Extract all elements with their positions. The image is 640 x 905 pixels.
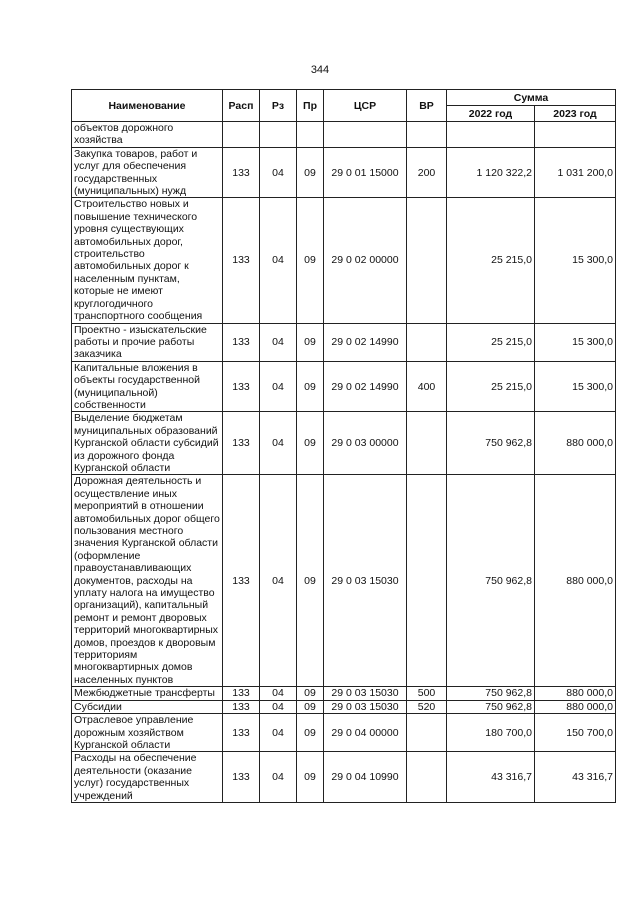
row-pr: 09 — [297, 700, 324, 713]
row-vr — [407, 122, 447, 148]
row-rasp: 133 — [223, 361, 260, 412]
row-rasp: 133 — [223, 700, 260, 713]
page-number: 344 — [310, 64, 330, 76]
row-csr: 29 0 02 14990 — [324, 323, 407, 361]
row-sum-2023: 15 300,0 — [535, 323, 616, 361]
table-row — [72, 122, 616, 148]
row-rasp — [223, 122, 260, 148]
row-csr: 29 0 03 15030 — [324, 475, 407, 687]
budget-table — [71, 89, 616, 803]
row-rasp: 133 — [223, 687, 260, 700]
row-name: Отраслевое управление дорожным хозяйством Курганской области — [72, 714, 223, 752]
row-pr: 09 — [297, 412, 324, 475]
row-rasp: 133 — [223, 147, 260, 198]
table-body — [72, 122, 616, 803]
row-pr — [297, 122, 324, 148]
row-rz: 04 — [260, 361, 297, 412]
row-sum-2023: 1 031 200,0 — [535, 147, 616, 198]
header-sum: Сумма — [447, 90, 616, 106]
row-pr: 09 — [297, 475, 324, 687]
row-name: Закупка товаров, работ и услуг для обеспечения государственных (муниципальных) нужд — [72, 147, 223, 198]
table-row — [72, 714, 616, 752]
table-row — [72, 700, 616, 713]
row-sum-2022: 750 962,8 — [447, 687, 535, 700]
row-vr: 520 — [407, 700, 447, 713]
row-rz: 04 — [260, 714, 297, 752]
row-rz — [260, 122, 297, 148]
row-vr — [407, 198, 447, 323]
row-sum-2023: 150 700,0 — [535, 714, 616, 752]
row-pr: 09 — [297, 147, 324, 198]
row-csr: 29 0 01 15000 — [324, 147, 407, 198]
table-row — [72, 412, 616, 475]
row-pr: 09 — [297, 687, 324, 700]
row-sum-2022: 180 700,0 — [447, 714, 535, 752]
row-name: Дорожная деятельность и осуществление иных мероприятий в отношении автомобильных дорог общего пользования местного значения Курганской области (оформление правоустанавливающих документов, расходы на уплату налога на имущество организаций), капитальный ремонт и ремонт дворовых территорий многоквартирных домов, проездов к дворовым территориям многоквартирных домов населенных пунктов — [72, 475, 223, 687]
row-sum-2022 — [447, 122, 535, 148]
header-rasp: Расп — [223, 90, 260, 122]
row-csr: 29 0 03 15030 — [324, 687, 407, 700]
row-rz: 04 — [260, 323, 297, 361]
header-vr: ВР — [407, 90, 447, 122]
row-vr: 400 — [407, 361, 447, 412]
row-sum-2023: 880 000,0 — [535, 687, 616, 700]
row-rasp: 133 — [223, 752, 260, 803]
row-csr — [324, 122, 407, 148]
row-pr: 09 — [297, 323, 324, 361]
row-sum-2023 — [535, 122, 616, 148]
row-rasp: 133 — [223, 412, 260, 475]
header-name: Наименование — [72, 90, 223, 122]
row-sum-2023: 880 000,0 — [535, 412, 616, 475]
row-rz: 04 — [260, 198, 297, 323]
row-pr: 09 — [297, 752, 324, 803]
row-sum-2022: 25 215,0 — [447, 361, 535, 412]
row-rasp: 133 — [223, 323, 260, 361]
row-csr: 29 0 03 15030 — [324, 700, 407, 713]
row-pr: 09 — [297, 714, 324, 752]
row-rz: 04 — [260, 412, 297, 475]
row-sum-2023: 880 000,0 — [535, 700, 616, 713]
row-sum-2022: 25 215,0 — [447, 323, 535, 361]
row-vr — [407, 475, 447, 687]
row-name: Расходы на обеспечение деятельности (оказание услуг) государственных учреждений — [72, 752, 223, 803]
row-name: Межбюджетные трансферты — [72, 687, 223, 700]
row-rz: 04 — [260, 752, 297, 803]
row-sum-2023: 15 300,0 — [535, 361, 616, 412]
header-pr: Пр — [297, 90, 324, 122]
row-rasp: 133 — [223, 198, 260, 323]
row-csr: 29 0 03 00000 — [324, 412, 407, 475]
row-pr: 09 — [297, 198, 324, 323]
table-row — [72, 687, 616, 700]
row-vr — [407, 714, 447, 752]
row-rz: 04 — [260, 700, 297, 713]
row-rz: 04 — [260, 475, 297, 687]
row-sum-2023: 15 300,0 — [535, 198, 616, 323]
row-vr: 500 — [407, 687, 447, 700]
row-vr — [407, 323, 447, 361]
header-year-2023: 2023 год — [535, 106, 616, 122]
row-vr — [407, 752, 447, 803]
row-name: Строительство новых и повышение технического уровня существующих автомобильных дорог, строительство автомобильных дорог к населенным пунктам, которые не имеют круглогодичного транспортного сообщения — [72, 198, 223, 323]
row-name: Капитальные вложения в объекты государственной (муниципальной) собственности — [72, 361, 223, 412]
row-sum-2023: 43 316,7 — [535, 752, 616, 803]
row-sum-2023: 880 000,0 — [535, 475, 616, 687]
row-sum-2022: 43 316,7 — [447, 752, 535, 803]
row-csr: 29 0 02 00000 — [324, 198, 407, 323]
row-sum-2022: 750 962,8 — [447, 412, 535, 475]
table-row — [72, 147, 616, 198]
row-name: объектов дорожного хозяйства — [72, 122, 223, 148]
row-vr — [407, 412, 447, 475]
row-rz: 04 — [260, 147, 297, 198]
table-row — [72, 361, 616, 412]
row-csr: 29 0 02 14990 — [324, 361, 407, 412]
table-row — [72, 475, 616, 687]
table-row — [72, 323, 616, 361]
row-vr: 200 — [407, 147, 447, 198]
row-sum-2022: 1 120 322,2 — [447, 147, 535, 198]
header-csr: ЦСР — [324, 90, 407, 122]
row-sum-2022: 750 962,8 — [447, 475, 535, 687]
row-rasp: 133 — [223, 714, 260, 752]
row-rasp: 133 — [223, 475, 260, 687]
table-row — [72, 752, 616, 803]
header-year-2022: 2022 год — [447, 106, 535, 122]
header-rz: Рз — [260, 90, 297, 122]
row-name: Выделение бюджетам муниципальных образований Курганской области субсидий из дорожного фонда Курганской области — [72, 412, 223, 475]
row-sum-2022: 25 215,0 — [447, 198, 535, 323]
row-rz: 04 — [260, 687, 297, 700]
row-name: Проектно - изыскательские работы и прочие работы заказчика — [72, 323, 223, 361]
table-row — [72, 198, 616, 323]
row-name: Субсидии — [72, 700, 223, 713]
row-pr: 09 — [297, 361, 324, 412]
row-sum-2022: 750 962,8 — [447, 700, 535, 713]
row-csr: 29 0 04 00000 — [324, 714, 407, 752]
row-csr: 29 0 04 10990 — [324, 752, 407, 803]
